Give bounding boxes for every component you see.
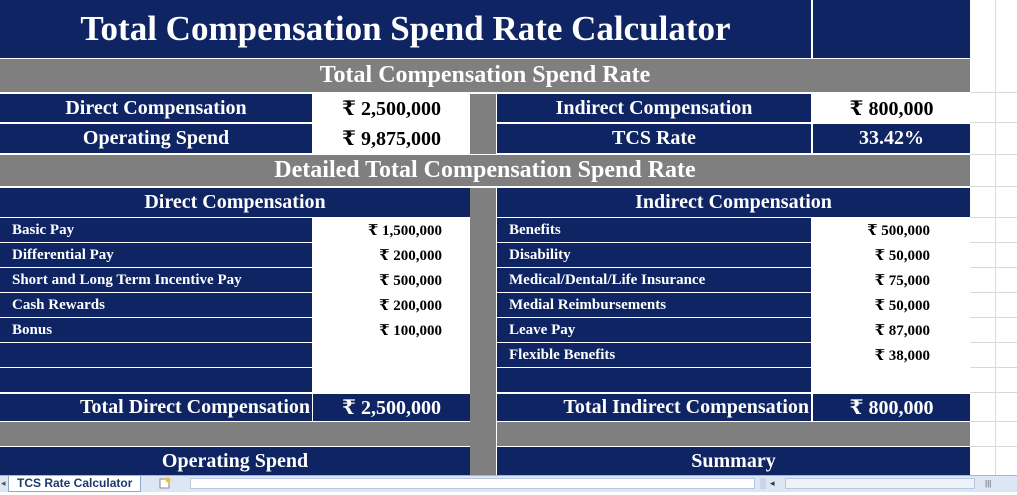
direct-compensation-header: Direct Compensation xyxy=(0,188,470,217)
grid-row-line xyxy=(970,154,1017,155)
spacer-column xyxy=(470,94,496,154)
indirect-row-value[interactable]: ₹ 500,000 xyxy=(813,218,970,242)
spacer-row xyxy=(497,422,970,446)
spacer-column xyxy=(470,188,496,475)
indirect-row-label: Leave Pay xyxy=(497,318,811,342)
indirect-row-label: Disability xyxy=(497,243,811,267)
spacer-row xyxy=(0,422,470,446)
indirect-row-label: Medical/Dental/Life Insurance xyxy=(497,268,811,292)
grid-row-line xyxy=(970,242,1017,243)
indirect-row-value-empty[interactable] xyxy=(813,368,970,392)
indirect-row-label: Medial Reimbursements xyxy=(497,293,811,317)
sheet-scroll-track[interactable] xyxy=(785,478,975,489)
grid-row-line xyxy=(970,92,1017,93)
operating-spend-value[interactable]: ₹ 9,875,000 xyxy=(313,124,470,153)
scroll-left-arrow-icon[interactable]: ◂ xyxy=(770,478,775,488)
section-header-detailed: Detailed Total Compensation Spend Rate xyxy=(0,155,970,186)
direct-row-value[interactable]: ₹ 500,000 xyxy=(313,268,470,292)
direct-row-value[interactable]: ₹ 200,000 xyxy=(313,243,470,267)
total-direct-compensation-label: Total Direct Compensation xyxy=(0,394,312,421)
grid-row-line xyxy=(970,392,1017,393)
grid-row-line xyxy=(970,217,1017,218)
indirect-row-label-empty xyxy=(497,368,811,392)
indirect-compensation-header: Indirect Compensation xyxy=(497,188,970,217)
grid-row-line xyxy=(970,267,1017,268)
grid-row-line xyxy=(970,446,1017,447)
indirect-row-label: Flexible Benefits xyxy=(497,343,811,367)
indirect-compensation-label: Indirect Compensation xyxy=(497,94,811,122)
tab-scroll-left-icon[interactable]: ◂ xyxy=(1,478,6,488)
horizontal-scrollbar[interactable] xyxy=(190,478,755,489)
direct-row-label-empty xyxy=(0,368,312,392)
summary-header: Summary xyxy=(497,447,970,475)
tcs-rate-label: TCS Rate xyxy=(497,124,811,153)
grid-column-line xyxy=(995,0,996,475)
direct-row-label: Basic Pay xyxy=(0,218,312,242)
grid-row-line xyxy=(970,421,1017,422)
indirect-row-value[interactable]: ₹ 50,000 xyxy=(813,243,970,267)
direct-row-value[interactable]: ₹ 1,500,000 xyxy=(313,218,470,242)
grid-row-line xyxy=(970,292,1017,293)
indirect-compensation-value[interactable]: ₹ 800,000 xyxy=(813,94,970,122)
direct-row-value[interactable]: ₹ 100,000 xyxy=(313,318,470,342)
direct-row-label: Differential Pay xyxy=(0,243,312,267)
sheet-tab-tcs-rate-calculator[interactable]: TCS Rate Calculator xyxy=(8,476,141,492)
direct-row-value-empty[interactable] xyxy=(313,343,470,367)
title-side-cell xyxy=(813,0,970,58)
grid-row-line xyxy=(970,342,1017,343)
direct-compensation-value[interactable]: ₹ 2,500,000 xyxy=(313,94,470,122)
grid-row-line xyxy=(970,122,1017,123)
indirect-row-value[interactable]: ₹ 38,000 xyxy=(813,343,970,367)
indirect-row-value[interactable]: ₹ 75,000 xyxy=(813,268,970,292)
direct-row-label-empty xyxy=(0,343,312,367)
page-title: Total Compensation Spend Rate Calculator xyxy=(0,0,811,58)
direct-row-label: Cash Rewards xyxy=(0,293,312,317)
direct-row-label: Short and Long Term Incentive Pay xyxy=(0,268,312,292)
section-header-tcs: Total Compensation Spend Rate xyxy=(0,59,970,92)
grid-row-line xyxy=(970,317,1017,318)
insert-sheet-icon[interactable] xyxy=(158,477,172,490)
indirect-row-value[interactable]: ₹ 50,000 xyxy=(813,293,970,317)
indirect-row-label: Benefits xyxy=(497,218,811,242)
direct-compensation-label: Direct Compensation xyxy=(0,94,312,122)
operating-spend-header: Operating Spend xyxy=(0,447,470,475)
sheet-tab-bar xyxy=(0,475,1017,492)
total-direct-compensation-value: ₹ 2,500,000 xyxy=(313,394,470,421)
direct-row-value[interactable]: ₹ 200,000 xyxy=(313,293,470,317)
total-indirect-compensation-value: ₹ 800,000 xyxy=(813,394,970,421)
total-indirect-compensation-label: Total Indirect Compensation xyxy=(497,394,811,421)
direct-row-value-empty[interactable] xyxy=(313,368,470,392)
operating-spend-label: Operating Spend xyxy=(0,124,312,153)
grid-row-line xyxy=(970,186,1017,187)
indirect-row-value[interactable]: ₹ 87,000 xyxy=(813,318,970,342)
tcs-rate-value: 33.42% xyxy=(813,124,970,153)
grid-row-line xyxy=(970,367,1017,368)
scroll-grip-icon[interactable]: ||| xyxy=(985,479,992,488)
direct-row-label: Bonus xyxy=(0,318,312,342)
scrollbar-splitter[interactable] xyxy=(760,478,766,489)
